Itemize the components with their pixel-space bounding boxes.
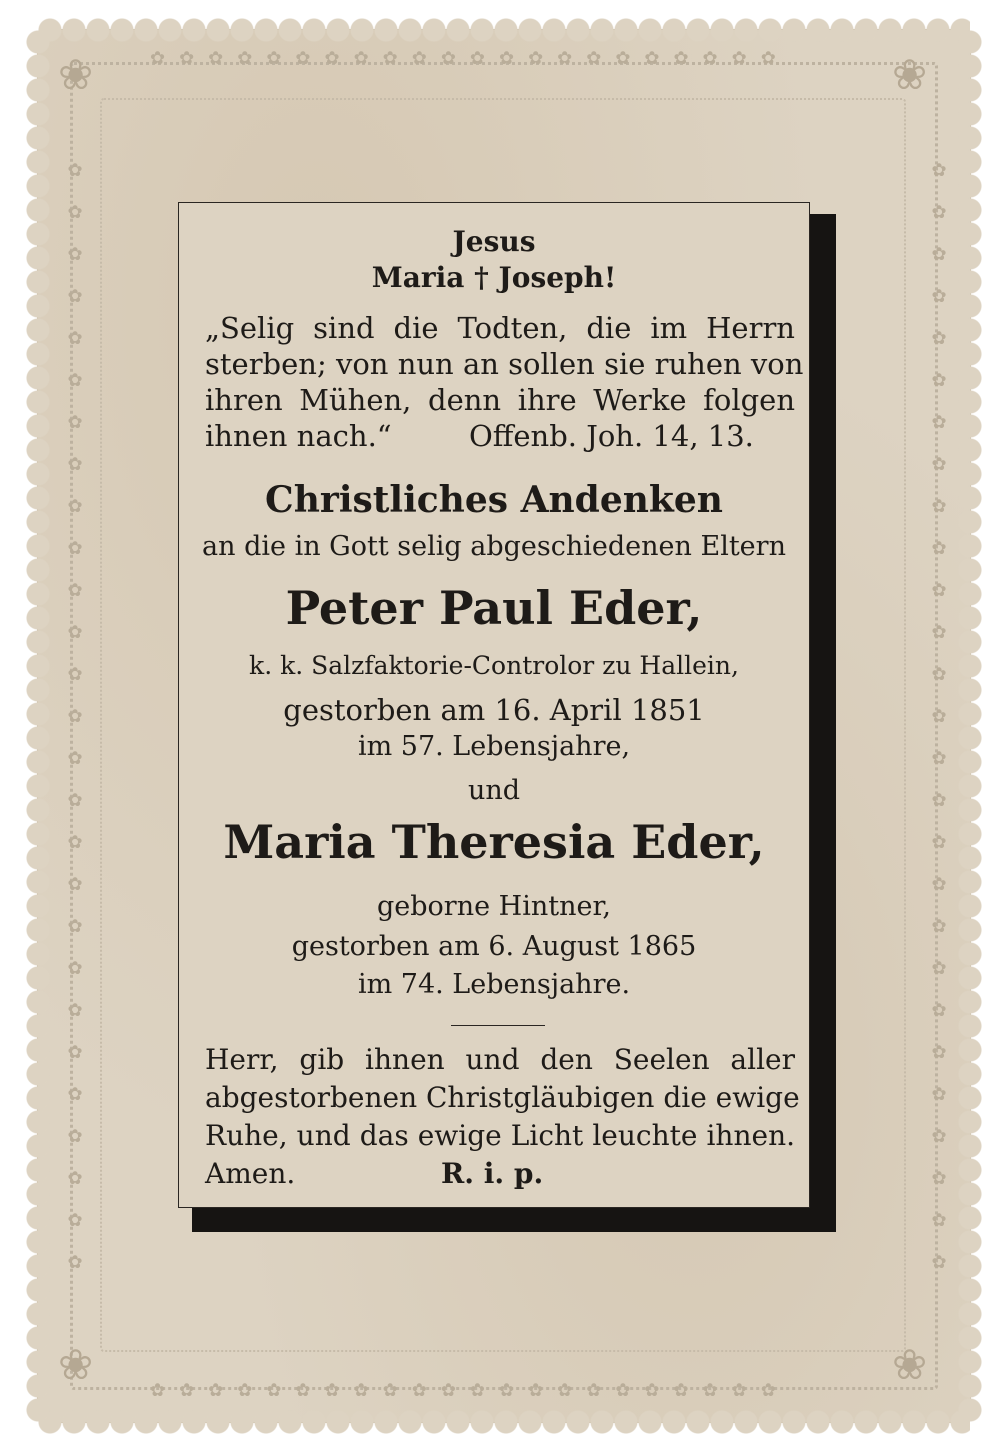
fleur-corner-icon: ❀ <box>892 1340 928 1389</box>
father-age: im 57. Lebensjahre, <box>357 731 631 762</box>
rosette-icon: ✿✿✿✿✿✿✿✿✿✿✿✿✿✿✿✿✿✿✿✿✿✿ <box>150 1380 790 1401</box>
fleur-corner-icon: ❀ <box>58 50 94 99</box>
lace-edge-bottom <box>38 1410 970 1434</box>
quote-source: Offenb. Joh. 14, 13. <box>469 419 754 453</box>
divider <box>451 1025 545 1026</box>
prayer-line: abgestorbenen Christgläubigen die ewige <box>205 1081 800 1114</box>
memorial-subtitle: an die in Gott selig abgeschiedenen Eltern <box>202 531 786 562</box>
prayer-line: Ruhe, und das ewige Licht leuchte ihnen. <box>205 1119 795 1152</box>
father-title: k. k. Salzfaktorie-Controlor zu Hallein, <box>249 651 739 680</box>
rosette-icon: ✿ ✿ ✿ ✿ ✿ ✿ ✿ ✿ ✿ ✿ ✿ ✿ ✿ ✿ ✿ ✿ ✿ ✿ ✿ ✿ ✿ ✿ ✿ ✿ ✿ ✿ ✿ <box>67 160 83 1273</box>
mother-name: Maria Theresia Eder, <box>223 815 765 869</box>
quote-line: ihren Mühen, denn ihre Werke folgen <box>205 383 795 417</box>
lace-edge-right <box>958 30 982 1422</box>
mourning-frame <box>178 202 810 1208</box>
prayer-line: Herr, gib ihnen und den Seelen aller <box>205 1043 795 1076</box>
lace-edge-left <box>26 30 50 1422</box>
memorial-title: Christliches Andenken <box>265 479 723 521</box>
mother-death-date: gestorben am 6. August 1865 <box>291 931 697 962</box>
conjunction: und <box>467 775 521 806</box>
quote-line: „Selig sind die Todten, die im Herrn <box>205 311 795 345</box>
father-name: Peter Paul Eder, <box>285 581 703 635</box>
fleur-corner-icon: ❀ <box>892 50 928 99</box>
quote-line: sterben; von nun an sollen sie ruhen von <box>205 347 804 381</box>
rosette-icon: ✿ ✿ ✿ ✿ ✿ ✿ ✿ ✿ ✿ ✿ ✿ ✿ ✿ ✿ ✿ ✿ ✿ ✿ ✿ ✿ ✿ ✿ ✿ ✿ ✿ ✿ ✿ <box>931 160 947 1273</box>
quote-line: ihnen nach.“ <box>205 419 392 453</box>
lace-edge-top <box>38 18 970 42</box>
mother-maiden-name: geborne Hintner, <box>377 891 611 922</box>
father-death-date: gestorben am 16. April 1851 <box>283 693 705 727</box>
prayer-rip: R. i. p. <box>441 1157 544 1190</box>
mother-age: im 74. Lebensjahre. <box>357 969 631 1000</box>
header-maria-joseph: Maria † Joseph! <box>371 261 617 294</box>
prayer-amen: Amen. <box>205 1157 296 1190</box>
fleur-corner-icon: ❀ <box>58 1340 94 1389</box>
header-jesus: Jesus <box>452 225 536 258</box>
rosette-icon: ✿✿✿✿✿✿✿✿✿✿✿✿✿✿✿✿✿✿✿✿✿✿ <box>150 48 790 69</box>
